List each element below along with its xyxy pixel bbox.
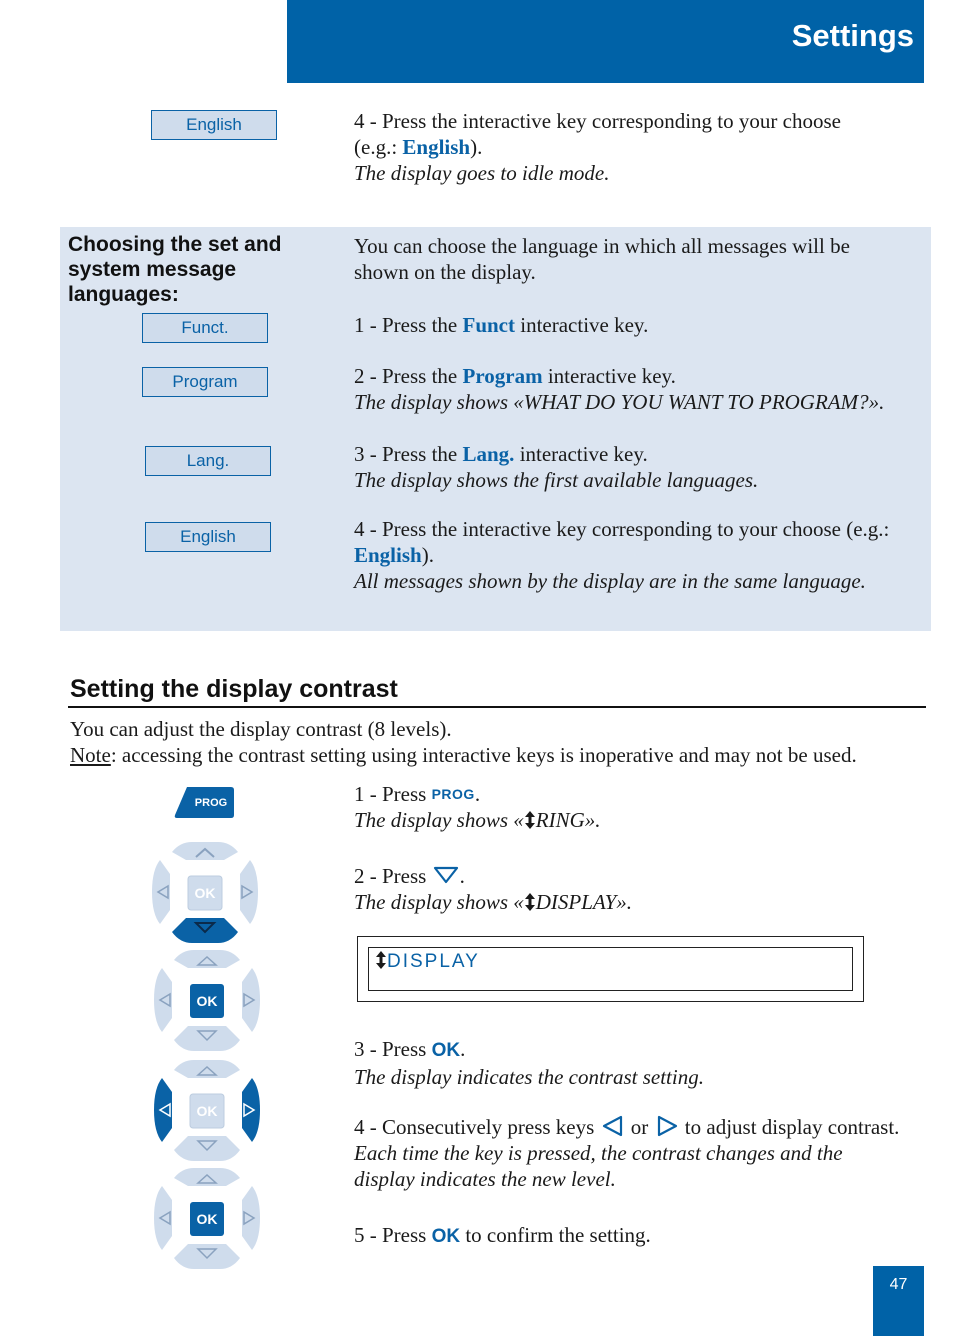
header-bar (287, 0, 924, 83)
svg-text:OK: OK (196, 1211, 218, 1227)
display-text (375, 950, 480, 973)
page-title: Settings (791, 18, 914, 53)
contrast-title: Setting the display contrast (70, 675, 398, 703)
display-value: DISPLAY (387, 951, 480, 972)
top-step-pre: (e.g.: (354, 135, 403, 159)
languages-step3 (354, 441, 758, 493)
step3-key: Lang. (462, 442, 515, 466)
c-step4-post: to adjust display contrast. (679, 1115, 900, 1139)
languages-intro-line2: shown on the display. (354, 260, 536, 284)
step1-post: interactive key. (515, 313, 649, 337)
funct-key: Funct. (142, 313, 268, 343)
c-step2-pre: 2 - Press (354, 864, 432, 888)
left-arrow-key-icon (600, 1115, 626, 1137)
contrast-step3 (354, 1036, 704, 1090)
svg-text:OK: OK (196, 1103, 218, 1119)
c-step2-post: . (459, 864, 465, 888)
languages-step4 (354, 516, 889, 594)
step2-pre: 2 - Press the (354, 364, 463, 388)
c-step2-note-value: DISPLAY (535, 890, 617, 914)
step4-note: All messages shown by the display are in the same language. (354, 569, 866, 593)
svg-text:OK: OK (194, 885, 216, 901)
section-divider (68, 706, 926, 708)
english-key-2: English (145, 522, 271, 552)
prog-inline-key: PROG (431, 786, 475, 802)
languages-heading: Choosing the set and system message languages: (68, 233, 282, 306)
display-screen-inner (368, 947, 853, 991)
navpad-left-right-highlight (152, 1058, 262, 1163)
c-step1-pre: 1 - Press (354, 782, 432, 806)
languages-step2 (354, 363, 884, 415)
contrast-intro (70, 716, 857, 768)
step3-note: The display shows the first available languages. (354, 468, 759, 492)
page-number: 47 (889, 1276, 908, 1293)
c-step4-mid: or (625, 1115, 654, 1139)
down-arrow-key-icon (432, 864, 460, 886)
up-down-arrow-icon (524, 892, 536, 912)
top-step-text (354, 108, 841, 186)
languages-intro (354, 233, 850, 285)
c-step4-note2: display indicates the new level. (354, 1167, 616, 1191)
step4-post: ). (421, 543, 434, 567)
top-step-line2 (354, 134, 841, 160)
right-arrow-key-icon (654, 1115, 680, 1137)
svg-text:OK: OK (196, 993, 218, 1009)
ok-inline-key: OK (431, 1040, 461, 1061)
step2-note: The display shows «WHAT DO YOU WANT TO PROGRAM?». (354, 390, 885, 414)
ok-inline-key-2: OK (431, 1226, 461, 1247)
step2-post: interactive key. (542, 364, 676, 388)
prog-key-icon (173, 786, 235, 819)
contrast-intro-line: You can adjust the display contrast (8 levels). (70, 717, 452, 741)
c-step5-post: to confirm the setting. (460, 1223, 651, 1247)
up-down-arrow-icon (524, 810, 536, 830)
navpad-down-highlight (150, 840, 260, 945)
navpad-ok-highlight-1 (152, 948, 262, 1053)
c-step1-post: . (474, 782, 481, 806)
page-number-tab (873, 1266, 924, 1336)
program-key: Program (142, 367, 268, 397)
contrast-step1 (354, 781, 601, 833)
c-step3-post: . (460, 1037, 466, 1061)
c-step3-note: The display indicates the contrast setting. (354, 1065, 704, 1089)
top-step-key: English (402, 135, 471, 159)
languages-step1 (354, 312, 648, 338)
c-step4-pre: 4 - Consecutively press keys (354, 1115, 600, 1139)
navpad-ok-highlight-2 (152, 1166, 262, 1271)
c-step3-pre: 3 - Press (354, 1037, 432, 1061)
step3-pre: 3 - Press the (354, 442, 463, 466)
top-step-note: The display goes to idle mode. (354, 161, 610, 185)
c-step5-pre: 5 - Press (354, 1223, 432, 1247)
english-key: English (151, 110, 277, 140)
up-down-arrow-icon (375, 950, 387, 970)
step1-key: Funct (462, 313, 515, 337)
step4-key: English (354, 543, 422, 567)
note-label: Note (70, 743, 111, 767)
contrast-step2 (354, 863, 632, 915)
c-step2-note-pre: The display shows « (354, 890, 524, 914)
contrast-step4 (354, 1114, 899, 1192)
contrast-step5 (354, 1222, 651, 1250)
prog-key-label: PROG (194, 797, 228, 809)
lang-key: Lang. (145, 446, 271, 476)
top-step-post: ). (470, 135, 483, 159)
c-step1-note-value: RING (535, 808, 585, 832)
c-step2-note-post: ». (616, 890, 633, 914)
step4-line1: 4 - Press the interactive key corresponding to your choose (e.g.: (354, 517, 890, 541)
c-step1-note-pre: The display shows « (354, 808, 524, 832)
c-step4-note1: Each time the key is pressed, the contrast changes and the (354, 1141, 843, 1165)
display-screen (357, 936, 864, 1002)
note-text: : accessing the contrast setting using interactive keys is inoperative and may not be used. (110, 743, 857, 767)
top-step-line1: 4 - Press the interactive key corresponding to your choose (354, 109, 841, 133)
c-step1-note-post: ». (584, 808, 601, 832)
languages-intro-line1: You can choose the language in which all messages will be (354, 234, 850, 258)
step1-pre: 1 - Press the (354, 313, 463, 337)
step3-post: interactive key. (514, 442, 648, 466)
step2-key: Program (462, 364, 543, 388)
